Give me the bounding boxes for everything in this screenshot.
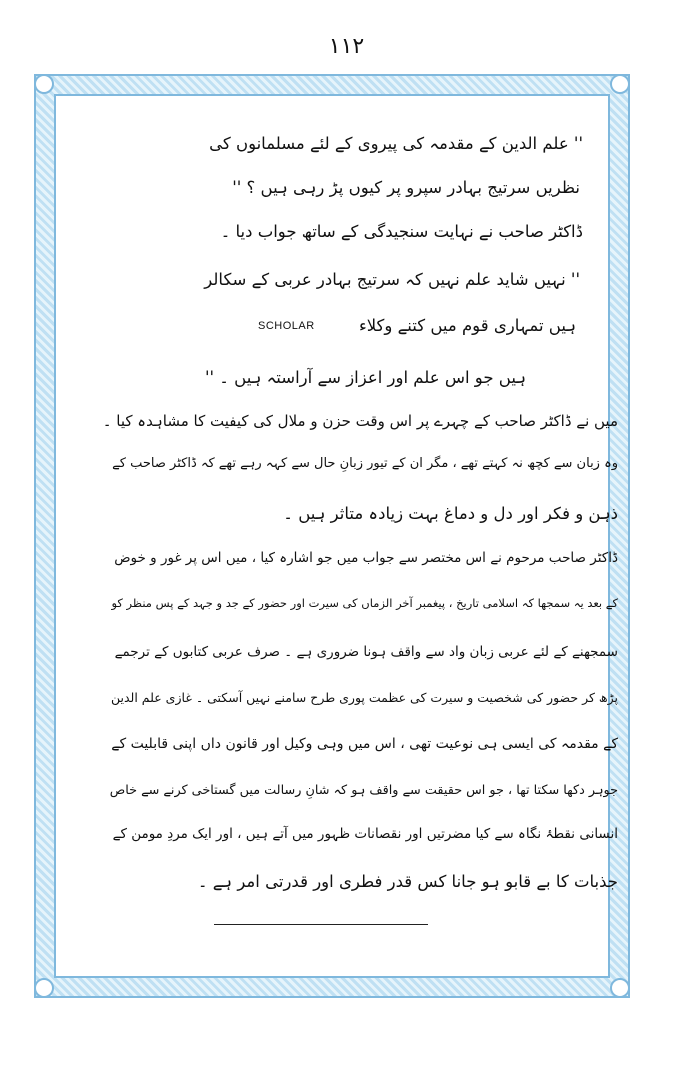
- text-line: انسانی نقطۂ نگاہ سے کیا مضرتیں اور نقصانات ظہور میں آتے ہیں ، اور ایک مردِ مومن کے: [112, 826, 618, 842]
- text-line: پڑھ کر حضور کی شخصیت و سیرت کی عظمت پوری طرح سامنے نہیں آسکتی ۔ غازی علم الدین: [110, 690, 618, 705]
- text-line: وہ زبان سے کچھ نہ کہتے تھے ، مگر ان کے تیور زبانِ حال سے کہہ رہے تھے کہ ڈاکٹر صاحب کے: [112, 456, 618, 471]
- text-line: ہیں جو اس علم اور اعزاز سے آراستہ ہیں ۔ '': [204, 368, 526, 387]
- text-line: میں نے ڈاکٹر صاحب کے چہرے پر اس وقت حزن و ملال کی کیفیت کا مشاہدہ کیا ۔: [102, 412, 618, 430]
- text-line: کے بعد یہ سمجھا کہ اسلامی تاریخ ، پیغمبر آخر الزماں کی سیرت اور حضور کے جد و جہد کے پس منظر کو: [111, 596, 618, 610]
- text-line: سمجھنے کے لئے عربی زبان واد سے واقف ہونا ضروری ہے ۔ صرف عربی کتابوں کے ترجمے: [114, 644, 618, 660]
- text-line: ڈاکٹر صاحب نے نہایت سنجیدگی کے ساتھ جواب دیا ۔: [220, 222, 583, 241]
- text-line: ہیں تمہاری قوم میں کتنے وکلاء: [358, 316, 576, 335]
- text-line: جذبات کا بے قابو ہو جانا کس قدر فطری اور قدرتی امر ہے ۔: [197, 872, 618, 891]
- text-line: '' نہیں شاید علم نہیں کہ سرتیج بہادر عربی کے سکالر: [204, 270, 580, 289]
- text-line: ڈاکٹر صاحب مرحوم نے اس مختصر سے جواب میں جو اشارہ کیا ، میں اس پر غور و خوض: [114, 550, 618, 566]
- section-divider: [214, 924, 428, 925]
- text-line: '' علم الدین کے مقدمہ کی پیروی کے لئے مسلمانوں کی: [209, 134, 583, 153]
- text-line: نظریں سرتیج بہادر سپرو پر کیوں پڑ رہی ہیں ؟ '': [232, 178, 580, 197]
- text-line: جوہر دکھا سکتا تھا ، جو اس حقیقت سے واقف ہو کہ شانِ رسالت میں گستاخی کرنے سے خاص: [109, 783, 618, 798]
- text-line: ذہن و فکر اور دل و دماغ بہت زیادہ متاثر ہیں ۔: [283, 504, 618, 523]
- page-number: ۱۱۲: [328, 34, 365, 59]
- scholar-word: SCHOLAR: [258, 320, 315, 332]
- text-line: کے مقدمہ کی ایسی ہی نوعیت تھی ، اس میں وہی وکیل اور قانون داں اپنی قابلیت کے: [111, 736, 618, 752]
